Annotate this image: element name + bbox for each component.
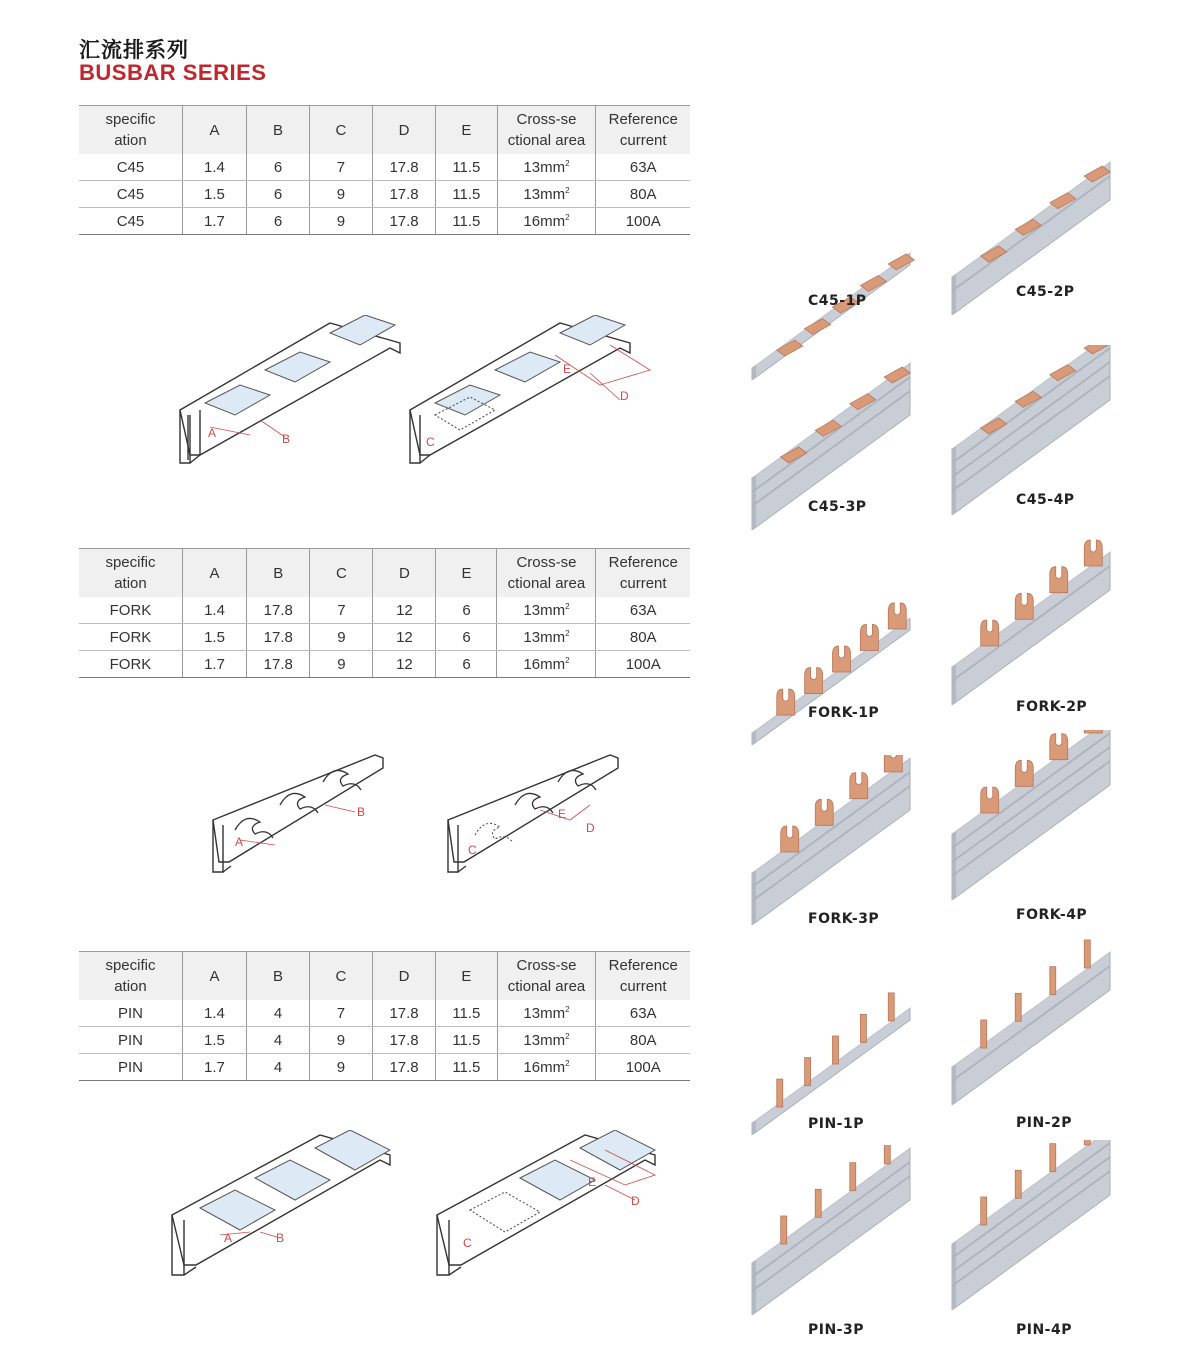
cell-value: 1.4 [204,158,225,176]
table-cell [497,1027,596,1054]
column-header [182,952,246,1001]
page-title-chinese: 汇流排系列 [79,38,189,62]
table-cell [79,597,182,624]
column-header-line: ation [114,132,147,149]
column-header [497,952,596,1001]
cell-value: 63A [629,1004,657,1022]
fork-dim-label-b: B [357,805,366,819]
table-cell [310,651,373,678]
table-cell [182,1027,246,1054]
column-header [309,952,372,1001]
fork-dimension-diagram-a-b [205,750,395,880]
column-header [372,106,435,155]
column-header-line: ation [114,978,147,995]
column-header [596,106,690,155]
cell-value: 1.7 [204,212,225,230]
table-cell [372,1054,435,1081]
table-cell [372,1000,435,1027]
column-header-line: A [209,967,220,985]
c45-dimension-diagram-a-b [170,315,410,475]
column-header-line: E [461,967,472,985]
table-cell [596,154,690,181]
cell-value: 12 [396,628,413,646]
cell-value: 63A [629,601,657,619]
table-cell [436,208,497,235]
column-header-line: specific [105,554,156,571]
table-cell [372,208,435,235]
cell-value: 9 [336,1031,346,1049]
fork-dim-label-d: D [586,821,595,835]
column-header [247,952,310,1001]
cell-value: 4 [273,1004,283,1022]
fork-dim-label-e: E [558,807,567,821]
table-cell [436,1054,497,1081]
product-label: C45-3P [808,499,867,515]
c45-dimension-diagram-c-d-e [400,315,660,475]
product-label: FORK-1P [808,705,880,721]
table-cell [247,1027,310,1054]
product-image-fork-2p [950,535,1115,705]
cell-value: 16mm [523,212,566,230]
column-header [310,549,373,598]
table-cell [247,181,310,208]
column-header [596,952,690,1001]
table-cell [182,624,246,651]
cell-value: 7 [336,1004,346,1022]
cell-value: 80A [629,185,657,203]
table-cell [436,181,497,208]
table-cell [497,181,596,208]
table-row [79,597,690,624]
table-cell [372,154,435,181]
product-label: PIN-2P [1016,1115,1072,1131]
cell-value: C45 [116,212,145,230]
table-cell [373,651,436,678]
column-header-line: A [209,121,220,139]
cell-value: FORK [109,655,152,673]
table-cell [247,154,310,181]
product-image-pin-4p [950,1140,1115,1310]
spec-table-fork [79,548,690,678]
area-unit-superscript: 2 [565,158,570,168]
cell-value: 13mm [523,1031,566,1049]
column-header [79,952,182,1001]
cell-value: 1.5 [204,628,225,646]
cell-value: 4 [273,1031,283,1049]
cell-value: 17.8 [263,655,293,673]
table-cell [182,651,246,678]
table-cell [79,651,182,678]
table-row [79,154,690,181]
table-cell [182,1000,246,1027]
product-label: C45-1P [808,293,867,309]
cell-value: 6 [273,185,283,203]
table-cell [373,624,436,651]
column-header [373,549,436,598]
dim-label-b: B [282,432,291,446]
cell-value: 11.5 [452,212,481,230]
table-row [79,1000,690,1027]
dim-label-c: C [426,435,435,449]
cell-value: 12 [396,655,413,673]
cell-value: 17.8 [389,1004,419,1022]
cell-value: 6 [462,628,471,646]
column-header-line: Cross-se [516,111,577,128]
table-cell [182,181,246,208]
table-cell [247,1000,310,1027]
table-cell [310,597,373,624]
table-cell [497,597,596,624]
column-header [182,106,246,155]
table-cell [596,208,690,235]
table-cell [247,597,310,624]
table-cell [79,624,182,651]
area-unit-superscript: 2 [565,628,570,638]
table-cell [596,181,690,208]
area-unit-superscript: 2 [565,1031,570,1041]
cell-value: C45 [116,158,145,176]
column-header-line: C [335,121,347,139]
table-cell [247,208,310,235]
cell-value: 13mm [523,158,566,176]
spec-table-c45 [79,105,690,235]
dim-label-a: A [208,426,217,440]
product-label: PIN-4P [1016,1322,1072,1338]
cell-value: 9 [336,1058,346,1076]
dim-label-e: E [563,362,572,376]
fork-dim-label-c: C [468,843,477,857]
dim-label-d: D [620,389,629,403]
table-cell [596,651,690,678]
table-cell [596,1054,690,1081]
column-header-line: Cross-se [516,554,577,571]
cell-value: 16mm [523,655,566,673]
cell-value: 6 [462,655,471,673]
column-header-line: D [398,121,410,139]
table-cell [372,1027,435,1054]
table-cell [436,597,497,624]
column-header [497,106,596,155]
cell-value: 6 [273,158,283,176]
cell-value: 11.5 [452,1031,481,1049]
cell-value: FORK [109,601,152,619]
table-cell [182,597,246,624]
cell-value: 100A [625,655,661,673]
product-image-pin-1p [750,965,915,1135]
table-cell [79,208,182,235]
pin-dim-label-e: E [588,1175,597,1189]
cell-value: PIN [117,1004,143,1022]
cell-value: 4 [273,1058,283,1076]
cell-value: 6 [462,601,471,619]
cell-value: C45 [116,185,145,203]
cell-value: 100A [625,212,661,230]
column-header-line: E [461,121,472,139]
column-header-line: Reference [608,957,678,974]
table-cell [497,624,596,651]
cell-value: 1.5 [204,185,225,203]
product-image-c45-4p [950,345,1115,515]
table-cell [247,624,310,651]
cell-value: 100A [625,1058,661,1076]
cell-value: 1.5 [204,1031,225,1049]
product-label: PIN-1P [808,1116,864,1132]
column-header [497,549,596,598]
product-image-fork-3p [750,755,915,925]
column-header-line: specific [105,957,156,974]
table-header-row [79,549,690,598]
fork-dim-label-a: A [235,835,244,849]
cell-value: 11.5 [452,185,481,203]
table-cell [436,1027,497,1054]
product-label: C45-2P [1016,284,1075,300]
cell-value: 80A [629,628,657,646]
cell-value: 13mm [523,1004,566,1022]
table-cell [309,208,372,235]
column-header [372,952,435,1001]
table-cell [436,154,497,181]
cell-value: 1.7 [204,1058,225,1076]
table-cell [497,1054,596,1081]
table-cell [247,651,310,678]
table-cell [596,624,690,651]
column-header-line: B [273,564,284,582]
spec-table-pin [79,951,690,1081]
column-header-line: D [399,564,410,582]
product-image-pin-3p [750,1145,915,1315]
cell-value: 80A [629,1031,657,1049]
product-label: PIN-3P [808,1322,864,1338]
table-cell [182,1054,246,1081]
column-header-line: Reference [608,111,678,128]
column-header [182,549,246,598]
pin-dim-label-c: C [463,1236,472,1250]
table-cell [309,154,372,181]
table-cell [497,208,596,235]
cell-value: PIN [117,1031,143,1049]
cell-value: 13mm [523,185,566,203]
pin-dim-label-b: B [276,1231,285,1245]
column-header-line: ctional area [507,132,586,149]
area-unit-superscript: 2 [565,1058,570,1068]
table-row [79,624,690,651]
column-header-line: A [209,564,220,582]
cell-value: 12 [396,601,413,619]
table-cell [182,154,246,181]
table-cell [79,181,182,208]
table-cell [372,181,435,208]
column-header [436,549,497,598]
area-unit-superscript: 2 [565,212,570,222]
column-header-line: ctional area [507,978,586,995]
table-cell [309,181,372,208]
area-unit-superscript: 2 [565,655,570,665]
column-header [79,106,182,155]
cell-value: 11.5 [452,1058,481,1076]
cell-value: 9 [336,185,346,203]
table-cell [436,1000,497,1027]
cell-value: 17.8 [389,212,419,230]
column-header-line: ctional area [507,575,586,592]
column-header [247,106,310,155]
cell-value: 17.8 [389,1058,419,1076]
table-row [79,651,690,678]
cell-value: 13mm [523,628,566,646]
pin-dimension-diagram-a-b [160,1130,400,1285]
cell-value: 17.8 [263,601,293,619]
cell-value: 63A [629,158,657,176]
column-header [309,106,372,155]
cell-value: 13mm [523,601,566,619]
cell-value: 11.5 [452,1004,481,1022]
column-header-line: C [335,967,347,985]
table-cell [79,1027,182,1054]
column-header-line: B [272,967,283,985]
table-cell [310,624,373,651]
table-header-row [79,952,690,1001]
table-cell [373,597,436,624]
table-header-row [79,106,690,155]
product-label: C45-4P [1016,492,1075,508]
cell-value: 7 [336,158,346,176]
cell-value: FORK [109,628,152,646]
pin-dim-label-d: D [631,1194,640,1208]
table-row [79,1027,690,1054]
cell-value: 17.8 [389,1031,419,1049]
table-cell [596,1000,690,1027]
cell-value: 9 [337,655,346,673]
product-image-pin-2p [950,935,1115,1105]
cell-value: 17.8 [389,158,419,176]
fork-dimension-diagram-c-d-e [440,750,630,880]
column-header-line: current [619,575,667,592]
table-cell [247,1054,310,1081]
column-header [596,549,690,598]
column-header-line: current [619,978,667,995]
column-header-line: C [335,564,347,582]
product-image-fork-4p [950,730,1115,900]
cell-value: 17.8 [263,628,293,646]
pin-dimension-diagram-c-d-e [425,1130,665,1285]
cell-value: 1.4 [204,601,225,619]
table-row [79,1054,690,1081]
cell-value: 6 [273,212,283,230]
table-cell [596,597,690,624]
table-cell [309,1054,372,1081]
area-unit-superscript: 2 [565,1004,570,1014]
column-header-line: current [619,132,667,149]
area-unit-superscript: 2 [565,601,570,611]
table-cell [436,624,497,651]
cell-value: 7 [337,601,346,619]
column-header [247,549,310,598]
table-cell [79,1000,182,1027]
column-header-line: B [272,121,283,139]
column-header [436,106,497,155]
cell-value: PIN [117,1058,143,1076]
area-unit-superscript: 2 [565,185,570,195]
table-cell [309,1027,372,1054]
cell-value: 17.8 [389,185,419,203]
table-cell [309,1000,372,1027]
cell-value: 9 [337,628,346,646]
table-cell [596,1027,690,1054]
column-header-line: specific [105,111,156,128]
table-cell [497,154,596,181]
table-cell [497,651,596,678]
product-label: FORK-2P [1016,699,1088,715]
table-cell [436,651,497,678]
column-header-line: E [461,564,472,582]
product-label: FORK-3P [808,911,880,927]
page-title-english: BUSBAR SERIES [79,60,267,85]
column-header [436,952,497,1001]
table-cell [79,154,182,181]
table-cell [497,1000,596,1027]
cell-value: 1.4 [204,1004,225,1022]
table-row [79,181,690,208]
table-row [79,208,690,235]
cell-value: 9 [336,212,346,230]
table-cell [79,1054,182,1081]
column-header [79,549,182,598]
cell-value: 11.5 [452,158,481,176]
table-cell [182,208,246,235]
cell-value: 1.7 [204,655,225,673]
column-header-line: D [398,967,410,985]
column-header-line: ation [114,575,147,592]
pin-dim-label-a: A [224,1231,233,1245]
column-header-line: Reference [608,554,678,571]
cell-value: 16mm [523,1058,566,1076]
product-label: FORK-4P [1016,907,1088,923]
column-header-line: Cross-se [516,957,577,974]
